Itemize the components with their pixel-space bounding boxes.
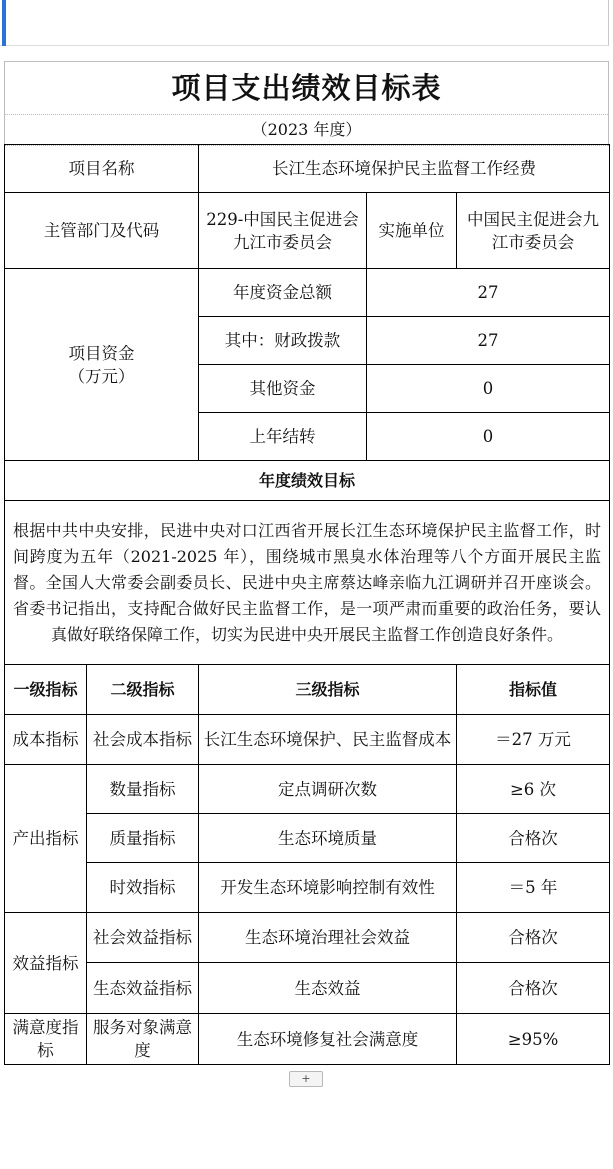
value-cell: 合格次 bbox=[457, 963, 610, 1014]
value-cell: ＝5 年 bbox=[457, 863, 610, 913]
add-row-button[interactable]: + bbox=[289, 1071, 323, 1087]
document-title: 项目支出绩效目标表 bbox=[5, 62, 608, 115]
header-level1: 一级指标 bbox=[5, 665, 87, 715]
level3-cell: 定点调研次数 bbox=[199, 765, 457, 814]
header-value: 指标值 bbox=[457, 665, 610, 715]
table-row bbox=[5, 1014, 610, 1065]
level2-cell: 生态效益指标 bbox=[87, 963, 199, 1014]
table-row bbox=[5, 814, 610, 863]
table-row bbox=[5, 193, 610, 269]
header-level3: 三级指标 bbox=[199, 665, 457, 715]
table-row bbox=[5, 913, 610, 963]
level2-cell: 社会成本指标 bbox=[87, 715, 199, 765]
table-row bbox=[5, 715, 610, 765]
funds-row-label: 年度资金总额 bbox=[199, 269, 367, 317]
value-cell: ≥6 次 bbox=[457, 765, 610, 814]
level1-cell: 满意度指标 bbox=[5, 1014, 87, 1065]
funds-row-value: 0 bbox=[367, 365, 610, 413]
dept-label: 主管部门及代码 bbox=[5, 193, 199, 269]
impl-unit-value: 中国民主促进会九江市委员会 bbox=[457, 193, 610, 269]
toolbar-accent-bar bbox=[2, 0, 6, 46]
level3-cell: 生态环境治理社会效益 bbox=[199, 913, 457, 963]
table-row bbox=[5, 863, 610, 913]
goal-heading: 年度绩效目标 bbox=[5, 461, 610, 501]
level2-cell: 时效指标 bbox=[87, 863, 199, 913]
level3-cell: 生态环境修复社会满意度 bbox=[199, 1014, 457, 1065]
level3-cell: 生态环境质量 bbox=[199, 814, 457, 863]
table-header-row bbox=[5, 665, 610, 715]
table-row bbox=[5, 269, 610, 317]
funds-row-value: 27 bbox=[367, 317, 610, 365]
table-row bbox=[5, 765, 610, 814]
project-name-label: 项目名称 bbox=[5, 145, 199, 193]
funds-row-label: 上年结转 bbox=[199, 413, 367, 461]
table-row bbox=[5, 461, 610, 501]
level2-cell: 质量指标 bbox=[87, 814, 199, 863]
level1-cell: 效益指标 bbox=[5, 913, 87, 1014]
goal-text: 根据中共中央安排，民进中央对口江西省开展长江生态环境保护民主监督工作，时间跨度为五年（2021-2025 年），围绕城市黑臭水体治理等八个方面开展民主监督。全国人大常委会副委员长、民进中央主席蔡达峰亲临九江调研并召开座谈会。省委书记指出，支持配合做好民主监督工作，是一项严肃而重要的政治任务，要认真做好联络保障工作，切实为民进中央开展民主监督工作创造良好条件。 bbox=[5, 501, 610, 665]
value-cell: ≥95% bbox=[457, 1014, 610, 1065]
header-level2: 二级指标 bbox=[87, 665, 199, 715]
table-row bbox=[5, 501, 610, 665]
top-toolbar bbox=[0, 0, 609, 46]
level3-cell: 开发生态环境影响控制有效性 bbox=[199, 863, 457, 913]
funds-label: 项目资金 （万元） bbox=[5, 269, 199, 461]
impl-unit-label: 实施单位 bbox=[367, 193, 457, 269]
level3-cell: 生态效益 bbox=[199, 963, 457, 1014]
performance-target-table bbox=[4, 144, 610, 1065]
funds-row-label: 其中：财政拨款 bbox=[199, 317, 367, 365]
level1-cell: 产出指标 bbox=[5, 765, 87, 913]
document-sheet bbox=[4, 61, 609, 146]
table-row bbox=[5, 963, 610, 1014]
level2-cell: 社会效益指标 bbox=[87, 913, 199, 963]
level3-cell: 长江生态环境保护、民主监督成本 bbox=[199, 715, 457, 765]
value-cell: 合格次 bbox=[457, 814, 610, 863]
document-year: （2023 年度） bbox=[5, 115, 608, 146]
level1-cell: 成本指标 bbox=[5, 715, 87, 765]
value-cell: 合格次 bbox=[457, 913, 610, 963]
project-name: 长江生态环境保护民主监督工作经费 bbox=[199, 145, 610, 193]
dept-value: 229-中国民主促进会九江市委员会 bbox=[199, 193, 367, 269]
funds-row-label: 其他资金 bbox=[199, 365, 367, 413]
level2-cell: 数量指标 bbox=[87, 765, 199, 814]
level2-cell: 服务对象满意度 bbox=[87, 1014, 199, 1065]
value-cell: ＝27 万元 bbox=[457, 715, 610, 765]
table-row bbox=[5, 145, 610, 193]
funds-row-value: 0 bbox=[367, 413, 610, 461]
funds-row-value: 27 bbox=[367, 269, 610, 317]
